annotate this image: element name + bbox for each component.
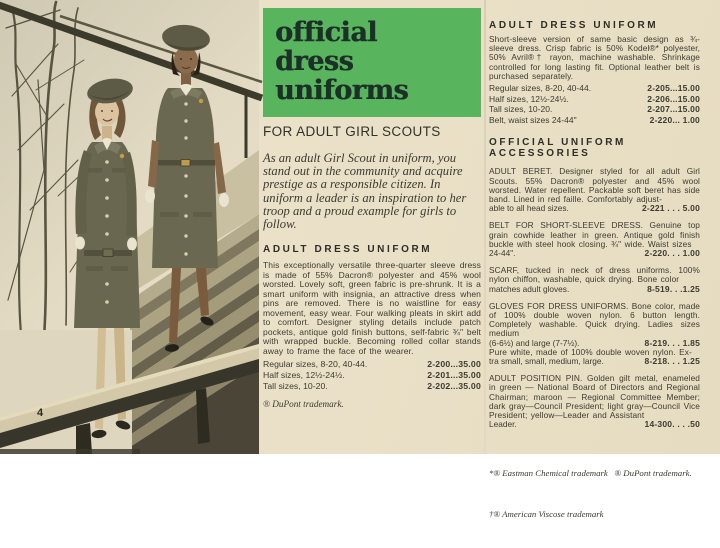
accessory-item-gloves-white (489, 348, 700, 366)
price-label: Belt, waist sizes 24-44" (489, 114, 577, 125)
price-label: Regular sizes, 8-20, 40-44. (263, 359, 368, 370)
footnote-line-2: †® American Viscose trademark (489, 508, 604, 519)
accessory-tail: tra small, small, medium, large. (489, 356, 604, 367)
accessory-tail-row (489, 357, 700, 366)
price-row (489, 104, 700, 115)
price-row (489, 94, 700, 105)
title-line-3: uniforms (275, 75, 409, 106)
accessory-price: 8-519. . .1.25 (647, 283, 700, 294)
accessory-tail-row (489, 420, 700, 429)
accessory-tail-row (489, 204, 700, 213)
accessory-item-gloves (489, 302, 700, 348)
price-label: Tall sizes, 10-20. (489, 104, 553, 115)
accessory-price: 8-218. . . 1.25 (644, 356, 700, 367)
price-value: 2-205...15.00 (647, 83, 700, 94)
right-section-heading: ADULT DRESS UNIFORM (489, 20, 659, 31)
accessory-tail-row (489, 285, 700, 294)
accessory-item-belt (489, 221, 700, 258)
mid-price-table (263, 359, 481, 392)
mid-section-body: This exceptionally versatile three-quarter sleeve dress is made of 55% Dacron® polyester and 45% wool worsted. Lovely soft, green fabric is pre-shrunk. It is a smart uniform with insignia, an attractive dress when pins are removed. There is no waistline for easy movement, easy wear. Four walking pleats in skirt add to comfort. Designer styling details include patch pockets, antique gold finish buttons, self-fabric ¾" belt with wrapped buckle. Becoming rolled collar stands away to frame the face of the wearer. (263, 260, 481, 356)
accessory-price: 14-300. . . .50 (644, 419, 700, 430)
price-row (489, 83, 700, 94)
accessory-body: SCARF, tucked in neck of dress uniforms. 100% nylon chiffon, washable, quick drying. Bone color (489, 265, 700, 285)
page-crease (484, 0, 486, 454)
uniform-photo-illustration (0, 0, 259, 454)
accessory-tail: (6-6½) and large (7-7½). (489, 337, 580, 348)
accessory-item-scarf (489, 266, 700, 294)
middle-column (263, 8, 481, 409)
accessory-tail: 24-44". (489, 248, 516, 259)
insignia-pin (199, 99, 203, 103)
price-row (263, 359, 481, 370)
title-line-1: official (275, 17, 377, 48)
price-label: Half sizes, 12½-24½. (263, 370, 345, 381)
price-label: Half sizes, 12½-24½. (489, 93, 569, 104)
accessory-tail: matches adult gloves. (489, 283, 570, 294)
intro-paragraph: As an adult Girl Scout in uniform, you stand out in the community and acquire prestige as a responsible citizen. In uniform a leader is an inspiration to her troop and a proud example for girls to follow. (263, 151, 467, 232)
dupont-footnote: ® DuPont trademark. (263, 399, 344, 410)
title-green-box (263, 8, 481, 117)
uniform-photo (0, 0, 259, 454)
title-line-2: dress (275, 46, 354, 77)
accessory-price: 2-220. . . 1.00 (644, 248, 700, 259)
accessory-body: ADULT POSITION PIN. Golden gilt metal, enameled in green — National Board of Directors and Regional Chairman; maroon — Regional Committee Member; dark gray—Council President; light gray—Council Vice President; yellow—Leader and Assistant (489, 373, 700, 421)
accessory-tail-row (489, 249, 700, 258)
accessory-price: 2-221 . . . 5.00 (641, 203, 700, 214)
accessory-item-position-pin (489, 374, 700, 429)
price-value: 2-200...35.00 (427, 359, 481, 370)
insignia-pin (120, 154, 124, 158)
trademark-footnotes (489, 440, 700, 548)
accessory-body: GLOVES FOR DRESS UNIFORMS. Bone color, made of 100% double woven nylon. 6 button length. Completely washable. Quick drying. Ladies sizes medium (489, 300, 700, 339)
accessory-tail: able to all head sizes. (489, 203, 569, 214)
accessory-tail: Leader. (489, 419, 517, 430)
price-row (263, 381, 481, 392)
price-row (263, 370, 481, 381)
price-value: 2-206...15.00 (647, 93, 700, 104)
price-value: 2-220... 1.00 (649, 114, 700, 125)
accessory-body: Pure white, made of 100% double woven nylon. Ex- (489, 346, 692, 357)
price-label: Tall sizes, 10-20. (263, 381, 328, 392)
right-section-body: Short-sleeve version of same basic design as ¾-sleeve dress. Crisp fabric is 50% Kodel®* polyester, 50% Avril®† rayon, machine washable. Shrinkage controlled for long lasting fit. Optional leather belt is purchased separately. (489, 34, 700, 81)
accessory-price: 8-219. . . 1.85 (644, 337, 700, 348)
price-value: 2-201...35.00 (427, 370, 481, 381)
right-column (489, 20, 700, 548)
accessory-body: ADULT BERET. Designer styled for all adult Girl Scouts. 55% Dacron® polyester and 45% wool worsted. Water repellent. Packable soft beret has side band. Lined in red faille. Comfortably adjust- (489, 166, 700, 204)
page-subtitle: FOR ADULT GIRL SCOUTS (263, 124, 441, 139)
right-price-table (489, 83, 700, 125)
page-number: 4 (37, 407, 44, 419)
price-value: 2-202...35.00 (427, 381, 481, 392)
footnote-line-1: *® Eastman Chemical trademark ® DuPont trademark. (489, 468, 692, 479)
accessory-body: BELT FOR SHORT-SLEEVE DRESS. Genuine top grain cowhide leather in green. Antique gold finish buckle with steel hook closing. ¾" wide. Waist sizes (489, 220, 700, 249)
price-row (489, 115, 700, 126)
price-label: Regular sizes, 8-20, 40-44. (489, 83, 592, 94)
mid-section-heading: ADULT DRESS UNIFORM (263, 244, 433, 256)
accessories-heading: OFFICIAL UNIFORM ACCESSORIES (489, 137, 626, 160)
accessory-item-beret (489, 167, 700, 213)
price-value: 2-207...15.00 (647, 104, 700, 115)
